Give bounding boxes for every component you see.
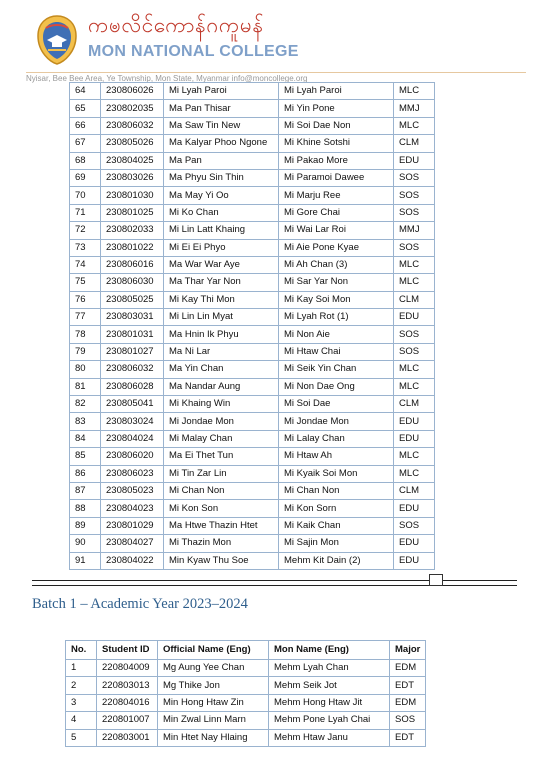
cell-mon-name: Mi Non Aie [279, 326, 394, 343]
cell-mon-name: Mi Kaik Chan [279, 517, 394, 534]
cell-student-id: 230801030 [101, 187, 164, 204]
cell-major: EDU [394, 552, 435, 569]
cell-major: SOS [394, 343, 435, 360]
header-mon-name: Mon Name (Eng) [269, 641, 390, 660]
cell-mon-name: Mi Yin Pone [279, 100, 394, 117]
cell-student-id: 230805041 [101, 396, 164, 413]
cell-mon-name: Mehm Seik Jot [269, 677, 390, 694]
header-major: Major [390, 641, 426, 660]
cell-student-id: 230803026 [101, 169, 164, 186]
table-row [70, 343, 435, 360]
cell-no: 89 [70, 517, 101, 534]
cell-student-id: 230806032 [101, 361, 164, 378]
cell-no: 86 [70, 465, 101, 482]
cell-official-name: Mi Kay Thi Mon [164, 291, 279, 308]
cell-mon-name: Mehm Htaw Janu [269, 729, 390, 746]
cell-no: 69 [70, 169, 101, 186]
table-row [70, 152, 435, 169]
cell-official-name: Mi Thazin Mon [164, 535, 279, 552]
cell-no: 1 [66, 660, 97, 677]
cell-official-name: Mi Jondae Mon [164, 413, 279, 430]
cell-student-id: 230804027 [101, 535, 164, 552]
cell-major: EDM [390, 694, 426, 711]
student-table-continued [69, 82, 435, 570]
cell-student-id: 230804024 [101, 430, 164, 447]
cell-no: 76 [70, 291, 101, 308]
cell-student-id: 230801027 [101, 343, 164, 360]
table-row [66, 729, 426, 746]
cell-no: 5 [66, 729, 97, 746]
header-student-id: Student ID [97, 641, 158, 660]
cell-mon-name: Mi Pakao More [279, 152, 394, 169]
cell-official-name: Ma Saw Tin New [164, 117, 279, 134]
table-row [70, 135, 435, 152]
cell-mon-name: Mi Kyaik Soi Mon [279, 465, 394, 482]
cell-student-id: 230806026 [101, 83, 164, 100]
table-row [70, 396, 435, 413]
cell-no: 83 [70, 413, 101, 430]
table-row [70, 465, 435, 482]
cell-mon-name: Mehm Lyah Chan [269, 660, 390, 677]
table-row [66, 660, 426, 677]
college-logo-icon [34, 14, 80, 66]
cell-student-id: 230806023 [101, 465, 164, 482]
cell-no: 2 [66, 677, 97, 694]
cell-official-name: Ma Pan [164, 152, 279, 169]
cell-official-name: Mi Lin Latt Khaing [164, 222, 279, 239]
cell-student-id: 230803031 [101, 309, 164, 326]
cell-no: 75 [70, 274, 101, 291]
cell-mon-name: Mi Gore Chai [279, 204, 394, 221]
table-row [70, 361, 435, 378]
batch1-student-table [65, 640, 426, 747]
cell-official-name: Mi Malay Chan [164, 430, 279, 447]
cell-no: 64 [70, 83, 101, 100]
table-row [70, 535, 435, 552]
table-row [70, 430, 435, 447]
cell-major: MLC [394, 256, 435, 273]
cell-major: EDU [394, 152, 435, 169]
cell-student-id: 230802035 [101, 100, 164, 117]
table-row [70, 326, 435, 343]
cell-major: CLM [394, 135, 435, 152]
cell-major: MLC [394, 465, 435, 482]
cell-major: SOS [394, 204, 435, 221]
cell-no: 82 [70, 396, 101, 413]
cell-no: 74 [70, 256, 101, 273]
cell-major: EDT [390, 729, 426, 746]
table-row [70, 100, 435, 117]
cell-student-id: 230806032 [101, 117, 164, 134]
cell-student-id: 230805023 [101, 482, 164, 499]
document-header [0, 0, 548, 84]
cell-mon-name: Mehm Pone Lyah Chai [269, 712, 390, 729]
cell-official-name: Mi Lin Lin Myat [164, 309, 279, 326]
cell-student-id: 230805025 [101, 291, 164, 308]
table-row [66, 694, 426, 711]
college-name-english: MON NATIONAL COLLEGE [88, 43, 299, 60]
cell-mon-name: Mi Lyah Paroi [279, 83, 394, 100]
cell-student-id: 230806028 [101, 378, 164, 395]
cell-major: MMJ [394, 100, 435, 117]
cell-mon-name: Mi Lalay Chan [279, 430, 394, 447]
table-row [70, 500, 435, 517]
cell-no: 81 [70, 378, 101, 395]
cell-official-name: Mg Thike Jon [158, 677, 269, 694]
table-row [70, 378, 435, 395]
cell-mon-name: Mi Sajin Mon [279, 535, 394, 552]
cell-mon-name: Mi Htaw Chai [279, 343, 394, 360]
cell-official-name: Mi Ko Chan [164, 204, 279, 221]
cell-major: MLC [394, 378, 435, 395]
header-official-name: Official Name (Eng) [158, 641, 269, 660]
cell-official-name: Mg Aung Yee Chan [158, 660, 269, 677]
cell-student-id: 220803013 [97, 677, 158, 694]
cell-official-name: Mi Tin Zar Lin [164, 465, 279, 482]
cell-official-name: Ma Htwe Thazin Htet [164, 517, 279, 534]
table-row [70, 482, 435, 499]
cell-mon-name: Mi Htaw Ah [279, 448, 394, 465]
cell-student-id: 230804025 [101, 152, 164, 169]
table-row [70, 239, 435, 256]
cell-student-id: 230804022 [101, 552, 164, 569]
cell-mon-name: Mi Non Dae Ong [279, 378, 394, 395]
table-row [70, 204, 435, 221]
cell-major: SOS [394, 187, 435, 204]
cell-no: 79 [70, 343, 101, 360]
cell-official-name: Ma Nandar Aung [164, 378, 279, 395]
table-row [70, 222, 435, 239]
table-row [66, 677, 426, 694]
cell-no: 65 [70, 100, 101, 117]
cell-no: 71 [70, 204, 101, 221]
table-resize-handle[interactable] [429, 574, 443, 586]
cell-no: 87 [70, 482, 101, 499]
cell-no: 77 [70, 309, 101, 326]
cell-mon-name: Mehm Hong Htaw Jit [269, 694, 390, 711]
cell-student-id: 230801029 [101, 517, 164, 534]
table-row [70, 169, 435, 186]
cell-major: SOS [394, 239, 435, 256]
cell-no: 80 [70, 361, 101, 378]
cell-student-id: 230803024 [101, 413, 164, 430]
cell-mon-name: Mi Kay Soi Mon [279, 291, 394, 308]
cell-official-name: Mi Kon Son [164, 500, 279, 517]
cell-no: 88 [70, 500, 101, 517]
cell-major: SOS [394, 326, 435, 343]
cell-no: 3 [66, 694, 97, 711]
cell-mon-name: Mi Ah Chan (3) [279, 256, 394, 273]
cell-student-id: 220801007 [97, 712, 158, 729]
cell-mon-name: Mi Jondae Mon [279, 413, 394, 430]
cell-student-id: 230802033 [101, 222, 164, 239]
cell-no: 67 [70, 135, 101, 152]
cell-no: 66 [70, 117, 101, 134]
cell-major: MLC [394, 117, 435, 134]
cell-official-name: Mi Chan Non [164, 482, 279, 499]
table-row [70, 256, 435, 273]
cell-no: 4 [66, 712, 97, 729]
cell-student-id: 230805026 [101, 135, 164, 152]
cell-official-name: Ma Phyu Sin Thin [164, 169, 279, 186]
cell-no: 90 [70, 535, 101, 552]
cell-major: EDU [394, 413, 435, 430]
cell-official-name: Ma Hnin Ik Phyu [164, 326, 279, 343]
cell-student-id: 230801022 [101, 239, 164, 256]
cell-official-name: Ma Ni Lar [164, 343, 279, 360]
cell-mon-name: Mi Paramoi Dawee [279, 169, 394, 186]
cell-student-id: 220804009 [97, 660, 158, 677]
table-row [70, 448, 435, 465]
cell-official-name: Ma Kalyar Phoo Ngone [164, 135, 279, 152]
cell-official-name: Min Htet Nay Hlaing [158, 729, 269, 746]
cell-major: EDT [390, 677, 426, 694]
cell-student-id: 230801025 [101, 204, 164, 221]
cell-no: 78 [70, 326, 101, 343]
college-name-mon: ကၑလိၚ်ကောန်ဂကူမန် [88, 13, 264, 37]
cell-official-name: Ma War War Aye [164, 256, 279, 273]
cell-student-id: 220803001 [97, 729, 158, 746]
cell-no: 91 [70, 552, 101, 569]
cell-no: 72 [70, 222, 101, 239]
cell-student-id: 230806020 [101, 448, 164, 465]
cell-major: SOS [394, 517, 435, 534]
table-row [70, 517, 435, 534]
cell-official-name: Ma Yin Chan [164, 361, 279, 378]
cell-mon-name: Mi Khine Sotshi [279, 135, 394, 152]
cell-mon-name: Mi Wai Lar Roi [279, 222, 394, 239]
cell-major: EDU [394, 500, 435, 517]
cell-mon-name: Mi Chan Non [279, 482, 394, 499]
cell-major: EDU [394, 309, 435, 326]
cell-no: 73 [70, 239, 101, 256]
cell-official-name: Ma Thar Yar Non [164, 274, 279, 291]
header-no: No. [66, 641, 97, 660]
cell-mon-name: Mi Aie Pone Kyae [279, 239, 394, 256]
cell-major: MLC [394, 448, 435, 465]
table-row [70, 274, 435, 291]
table-row [70, 83, 435, 100]
cell-student-id: 230804023 [101, 500, 164, 517]
table-row [70, 552, 435, 569]
cell-major: CLM [394, 482, 435, 499]
table-row [70, 413, 435, 430]
header-divider [26, 72, 526, 73]
cell-mon-name: Mi Seik Yin Chan [279, 361, 394, 378]
cell-no: 70 [70, 187, 101, 204]
cell-no: 85 [70, 448, 101, 465]
cell-mon-name: Mi Soi Dae [279, 396, 394, 413]
cell-no: 84 [70, 430, 101, 447]
cell-mon-name: Mi Lyah Rot (1) [279, 309, 394, 326]
cell-major: EDU [394, 535, 435, 552]
cell-official-name: Min Kyaw Thu Soe [164, 552, 279, 569]
page-break-line [32, 580, 517, 586]
cell-major: MLC [394, 83, 435, 100]
cell-official-name: Ma Ei Thet Tun [164, 448, 279, 465]
cell-mon-name: Mi Soi Dae Non [279, 117, 394, 134]
cell-student-id: 230801031 [101, 326, 164, 343]
cell-no: 68 [70, 152, 101, 169]
cell-official-name: Ma May Yi Oo [164, 187, 279, 204]
cell-major: CLM [394, 396, 435, 413]
cell-major: EDM [390, 660, 426, 677]
cell-official-name: Ma Pan Thisar [164, 100, 279, 117]
table-row [70, 187, 435, 204]
table-row [70, 309, 435, 326]
cell-student-id: 220804016 [97, 694, 158, 711]
cell-major: MLC [394, 274, 435, 291]
table-row [66, 712, 426, 729]
cell-student-id: 230806016 [101, 256, 164, 273]
cell-major: MLC [394, 361, 435, 378]
cell-official-name: Min Hong Htaw Zin [158, 694, 269, 711]
table-header-row [66, 641, 426, 660]
cell-major: MMJ [394, 222, 435, 239]
cell-mon-name: Mehm Kit Dain (2) [279, 552, 394, 569]
college-address: Nyisar, Bee Bee Area, Ye Township, Mon State, Myanmar info@moncollege.org [26, 74, 308, 83]
cell-official-name: Mi Lyah Paroi [164, 83, 279, 100]
cell-official-name: Mi Khaing Win [164, 396, 279, 413]
cell-mon-name: Mi Marju Ree [279, 187, 394, 204]
cell-major: EDU [394, 430, 435, 447]
cell-major: SOS [390, 712, 426, 729]
cell-student-id: 230806030 [101, 274, 164, 291]
cell-mon-name: Mi Sar Yar Non [279, 274, 394, 291]
cell-official-name: Mi Ei Ei Phyo [164, 239, 279, 256]
cell-major: SOS [394, 169, 435, 186]
cell-major: CLM [394, 291, 435, 308]
cell-official-name: Min Zwal Linn Marn [158, 712, 269, 729]
cell-mon-name: Mi Kon Sorn [279, 500, 394, 517]
section-heading: Batch 1 – Academic Year 2023–2024 [32, 596, 248, 612]
table-row [70, 117, 435, 134]
table-row [70, 291, 435, 308]
